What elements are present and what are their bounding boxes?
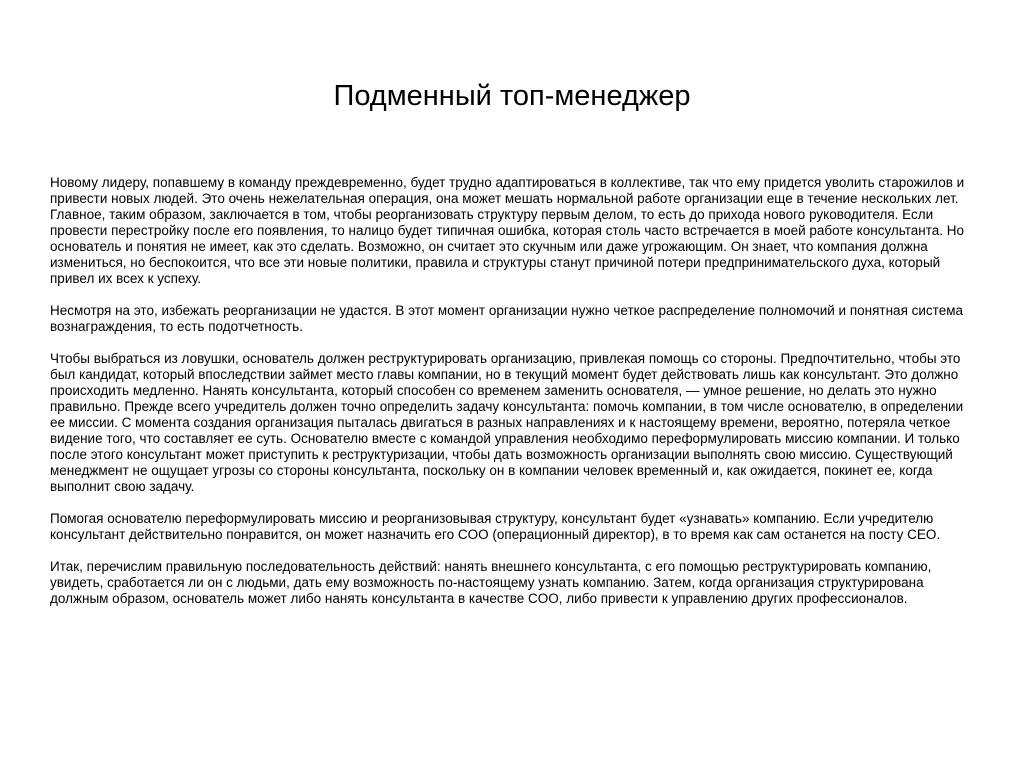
paragraph-1: Новому лидеру, попавшему в команду преждевременно, будет трудно адаптироваться в коллективе, так что ему придется уволить старожилов и привести новых людей. Это очень нежелательная операция, она может мешать нормальной работе организации еще в течение нескольких лет. Главное, таким образом, заключается в том, чтобы реорганизовать структуру первым делом, то есть до прихода нового руководителя. Если провести перестройку после его появления, то налицо будет типичная ошибка, которая столь часто встречается в моей работе консультанта. Но основатель и понятия не имеет, как это сделать. Возможно, он считает это скучным или даже угрожающим. Он знает, что компания должна измениться, но беспокоится, что все эти новые политики, правила и структуры станут причиной потери предпринимательского духа, который привел их всех к успеху. — [50, 175, 965, 286]
paragraph-2: Несмотря на это, избежать реорганизации не удастся. В этот момент организации нужно четкое распределение полномочий и понятная система вознаграждения, то есть подотчетность. — [50, 303, 963, 334]
paragraph-3: Чтобы выбраться из ловушки, основатель должен реструктурировать организацию, привлекая помощь со стороны. Предпочтительно, чтобы это был кандидат, который впоследствии займет место главы компании, но в текущий момент будет действовать лишь как консультант. Это должно происходить медленно. Нанять консультанта, который способен со временем заменить основателя, — умное решение, но делать это нужно правильно. Прежде всего учредитель должен точно определить задачу консультанта: помочь компании, в том числе основателю, в определении ее миссии. С момента создания организация пыталась двигаться в разных направлениях и к настоящему времени, вероятно, потеряла четкое видение того, что составляет ее суть. Основателю вместе с командой управления необходимо переформулировать миссию компании. И только после этого консультант может приступить к реструктуризации, чтобы дать возможность организации выполнять свою миссию. Существующий менеджмент не ощущает угрозы со стороны консультанта, поскольку он в компании человек временный и, как ожидается, покинет ее, когда выполнит свою задачу. — [50, 351, 964, 494]
slide-body-text — [50, 175, 972, 623]
paragraph-4: Помогая основателю переформулировать миссию и реорганизовывая структуру, консультант будет «узнавать» компанию. Если учредителю консультант действительно понравится, он может назначить его COO (операционный директор), в то время как сам останется на посту CEO. — [50, 511, 941, 542]
paragraph-5: Итак, перечислим правильную последовательность действий: нанять внешнего консультанта, с его помощью реструктурировать компанию, увидеть, сработается ли он с людьми, дать ему возможность по-настоящему узнать компанию. Затем, когда организация структурирована должным образом, основатель может либо нанять консультанта в качестве COO, либо привести к управлению других профессионалов. — [50, 559, 932, 606]
slide-title: Подменный топ-менеджер — [333, 80, 691, 112]
